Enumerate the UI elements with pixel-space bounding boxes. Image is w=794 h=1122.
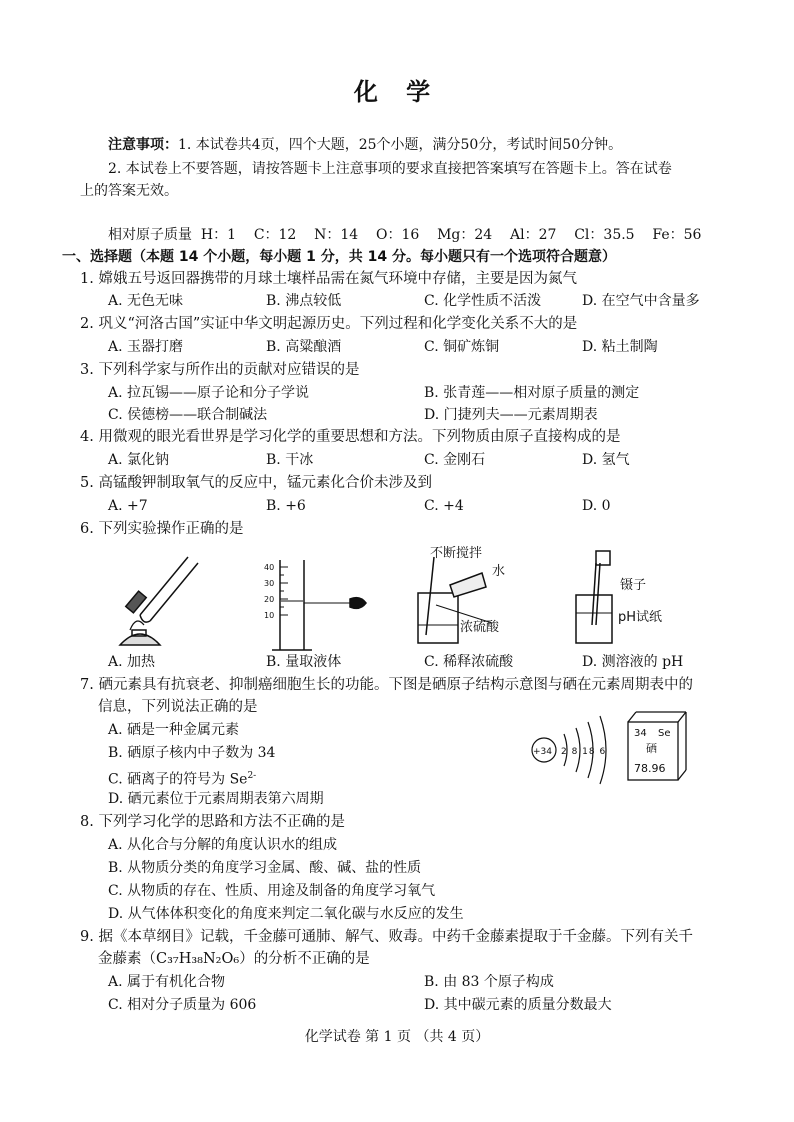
q2-stem: 2. 巩义“河洛古国”实证中华文明起源历史。下列过程和化学变化关系不大的是 [80, 316, 578, 332]
q7-option-c-charge: 2- [247, 771, 257, 781]
page-title: 化 学 [353, 78, 441, 106]
q8-option-b: B. 从物质分类的角度学习金属、酸、碱、盐的性质 [108, 860, 422, 876]
q9-option-d: D. 其中碳元素的质量分数最大 [424, 997, 612, 1013]
label-concentrated-acid: 浓硫酸 [460, 620, 500, 635]
q1-option-d: D. 在空气中含量多 [582, 293, 700, 309]
q6-figures [100, 545, 700, 655]
electron-shells: 2 8 18 6 [561, 747, 607, 757]
q1-option-a: A. 无色无味 [108, 293, 184, 309]
q3-option-b: B. 张青莲——相对原子质量的测定 [424, 385, 640, 401]
notice-item-1: 1. 本试卷共4页，四个大题，25个小题，满分50分，考试时间50分钟。 [178, 137, 623, 153]
notice-item-2b: 上的答案无效。 [80, 183, 178, 199]
label-stirring: 不断搅拌 [430, 546, 483, 561]
cell-atomic-mass: 78.96 [634, 762, 666, 775]
q4-option-a: A. 氯化钠 [108, 452, 170, 468]
tick-10: 10 [264, 611, 275, 620]
q4-option-c: C. 金刚石 [424, 452, 486, 468]
q9-option-c: C. 相对分子质量为 606 [108, 997, 257, 1013]
cell-symbol: Se [658, 728, 671, 739]
q1-option-b: B. 沸点较低 [266, 293, 342, 309]
q6-option-d: D. 测溶液的 pH [582, 654, 684, 670]
q4-option-b: B. 干冰 [266, 452, 314, 468]
q6-option-c: C. 稀释浓硫酸 [424, 654, 514, 670]
q7-option-b: B. 硒原子核内中子数为 34 [108, 745, 276, 761]
q8-option-a: A. 从化合与分解的角度认识水的组成 [108, 837, 338, 853]
cell-name: 硒 [646, 742, 657, 755]
q5-option-c: C. +4 [424, 498, 464, 514]
q2-option-c: C. 铜矿炼铜 [424, 339, 500, 355]
heating-figure [120, 557, 198, 645]
tick-40: 40 [264, 563, 275, 572]
q7-option-c [108, 767, 256, 789]
label-water: 水 [492, 564, 506, 579]
q7-stem-b: 信息，下列说法正确的是 [98, 699, 258, 715]
q9-option-b: B. 由 83 个原子构成 [424, 974, 554, 990]
atomic-masses: 相对原子质量 H：1 C：12 N：14 O：16 Mg：24 Al：27 Cl：35.5 Fe：56 [108, 227, 702, 243]
q7-option-c-text: C. 硒离子的符号为 Se [108, 771, 248, 788]
q8-option-d: D. 从气体体积变化的角度来判定二氧化碳与水反应的发生 [108, 906, 464, 922]
q8-option-c: C. 从物质的存在、性质、用途及制备的角度学习氧气 [108, 883, 436, 899]
label-tweezers: 镊子 [620, 578, 647, 593]
q6-option-a: A. 加热 [108, 654, 156, 670]
q2-option-a: A. 玉器打磨 [108, 339, 184, 355]
ph-figure [576, 551, 612, 643]
notice-line-1 [108, 136, 622, 154]
q7-option-d: D. 硒元素位于元素周期表第六周期 [108, 791, 324, 807]
notice-item-2a: 2. 本试卷上不要答题，请按答题卡上注意事项的要求直接把答案填写在答题卡上。答在试卷 [108, 161, 672, 177]
q3-option-d: D. 门捷列夫——元素周期表 [424, 407, 598, 423]
q9-stem-a: 9. 据《本草纲目》记载，千金藤可通肺、解气、败毒。中药千金藤素提取于千金藤。下列有关千 [80, 929, 693, 945]
cell-atomic-number: 34 [634, 728, 647, 739]
measuring-cylinder-figure [272, 560, 366, 650]
q7-option-a: A. 硒是一种金属元素 [108, 722, 240, 738]
q5-option-b: B. +6 [266, 498, 306, 514]
q4-option-d: D. 氢气 [582, 452, 630, 468]
q5-option-a: A. +7 [108, 498, 148, 514]
q6-option-b: B. 量取液体 [266, 654, 342, 670]
section-1-heading: 一、选择题（本题 14 个小题，每小题 1 分，共 14 分。每小题只有一个选项符合题意） [62, 249, 616, 265]
q4-stem: 4. 用微观的眼光看世界是学习化学的重要思想和方法。下列物质由原子直接构成的是 [80, 429, 621, 445]
tick-30: 30 [264, 579, 275, 588]
nucleus-charge: +34 [533, 747, 552, 757]
q2-option-b: B. 高粱酿酒 [266, 339, 342, 355]
q3-option-c: C. 侯德榜——联合制碱法 [108, 407, 268, 423]
q1-stem: 1. 嫦娥五号返回器携带的月球土壤样品需在氮气环境中存储，主要是因为氮气 [80, 271, 577, 287]
q9-stem-b: 金藤素（C₃₇H₃₈N₂O₆）的分析不正确的是 [98, 951, 370, 967]
q8-stem: 8. 下列学习化学的思路和方法不正确的是 [80, 814, 345, 830]
q9-option-a: A. 属于有机化合物 [108, 974, 226, 990]
tick-20: 20 [264, 595, 275, 604]
q5-stem: 5. 高锰酸钾制取氧气的反应中，锰元素化合价未涉及到 [80, 475, 432, 491]
selenium-figures [524, 704, 704, 794]
q3-stem: 3. 下列科学家与所作出的贡献对应错误的是 [80, 362, 360, 378]
notice-label: 注意事项： [108, 137, 178, 153]
q6-stem: 6. 下列实验操作正确的是 [80, 521, 244, 537]
q3-option-a: A. 拉瓦锡——原子论和分子学说 [108, 385, 310, 401]
q2-option-d: D. 粘土制陶 [582, 339, 658, 355]
page-footer: 化学试卷 第 1 页 （共 4 页） [304, 1029, 490, 1045]
q5-option-d: D. 0 [582, 498, 611, 514]
q7-stem-a: 7. 硒元素具有抗衰老、抑制癌细胞生长的功能。下图是硒原子结构示意图与硒在元素周期表中的 [80, 677, 693, 693]
q1-option-c: C. 化学性质不活泼 [424, 293, 542, 309]
label-ph-paper: pH试纸 [618, 610, 663, 625]
